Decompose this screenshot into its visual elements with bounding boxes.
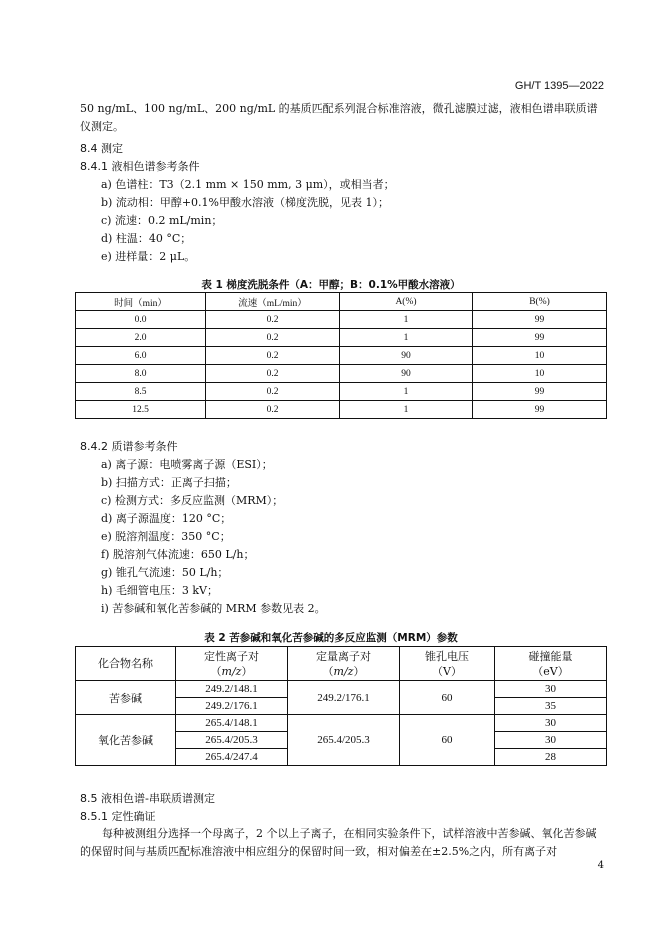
table-cell: 0.2 (206, 329, 340, 347)
column-header-time: 时间（min） (76, 293, 206, 311)
table-cell: 0.2 (206, 383, 340, 401)
table-cell: 10 (473, 347, 607, 365)
table-cell: 0.2 (206, 311, 340, 329)
header-text: 化合物名称 (98, 657, 153, 670)
table-row (76, 311, 607, 329)
table-cell: 0.2 (206, 365, 340, 383)
table-cell: 0.2 (206, 401, 340, 419)
column-header-compound (76, 647, 176, 681)
table-row (76, 401, 607, 419)
section-8-4-2-title: 8.4.2 质谱参考条件 (80, 440, 178, 453)
table-cell: 90 (340, 365, 473, 383)
header-text: 锥孔电压 (425, 649, 469, 663)
table-row (76, 383, 607, 401)
header-text: 碰撞能量 (528, 649, 573, 663)
table-cell: 99 (473, 383, 607, 401)
header-unit: （eV） (532, 664, 569, 678)
table-cell: 99 (473, 311, 607, 329)
quant-ion-cell: 265.4/205.3 (288, 715, 400, 766)
intro-paragraph: 50 ng/mL、100 ng/mL、200 ng/mL 的基质匹配系列混合标准溶液，微孔滤膜过滤，液相色谱串联质谱仪测定。 (80, 102, 598, 133)
table-cell: 1 (340, 401, 473, 419)
table-cell: 99 (473, 329, 607, 347)
column-header-flow: 流速（mL/min） (206, 293, 340, 311)
table-cell: 6.0 (76, 347, 206, 365)
table-header-row (76, 293, 607, 311)
table-2-mrm (75, 646, 607, 766)
lc-condition-item: d) 柱温：40 °C； (101, 232, 192, 245)
table-row (76, 329, 607, 347)
table-2-caption: 表 2 苦参碱和氧化苦参碱的多反应监测（MRM）参数 (204, 632, 458, 644)
section-8-5-title: 8.5 液相色谱-串联质谱测定 (80, 792, 215, 805)
ms-condition-item: b) 扫描方式：正离子扫描； (101, 476, 237, 489)
ms-condition-item: g) 锥孔气流速：50 L/h； (101, 566, 229, 579)
table-cell: 1 (340, 329, 473, 347)
table-1-caption: 表 1 梯度洗脱条件（A：甲醇；B：0.1%甲酸水溶液） (201, 279, 461, 291)
table-cell: 30 (495, 681, 607, 698)
page-number: 4 (597, 860, 604, 871)
table-cell: 8.0 (76, 365, 206, 383)
compound-name-cell: 氧化苦参碱 (76, 715, 176, 766)
header-text: 定性离子对 (204, 649, 259, 663)
table-header-row (76, 647, 607, 681)
column-header-cone-voltage (400, 647, 495, 681)
table-cell: 249.2/176.1 (176, 698, 288, 715)
ms-condition-item: f) 脱溶剂气体流速：650 L/h； (101, 548, 255, 561)
table-row (76, 347, 607, 365)
compound-name-cell: 苦参碱 (76, 681, 176, 715)
standard-number: GH/T 1395—2022 (514, 80, 604, 92)
ms-condition-item: a) 离子源：电喷雾离子源（ESI）； (101, 458, 273, 471)
ms-condition-item: e) 脱溶剂温度：350 °C； (101, 530, 231, 543)
column-header-b: B(%) (473, 293, 607, 311)
table-cell: 8.5 (76, 383, 206, 401)
header-unit: （V） (432, 664, 462, 678)
table-row (76, 715, 607, 732)
column-header-quantitative (288, 647, 400, 681)
header-unit: （m/z） (210, 664, 253, 678)
lc-condition-item: c) 流速：0.2 mL/min； (101, 214, 223, 227)
table-cell: 2.0 (76, 329, 206, 347)
table-cell: 30 (495, 732, 607, 749)
section-8-4-1-title: 8.4.1 液相色谱参考条件 (80, 160, 200, 173)
lc-condition-item: b) 流动相：甲醇+0.1%甲酸水溶液（梯度洗脱，见表 1）； (101, 196, 389, 209)
ms-condition-item: i) 苦参碱和氧化苦参碱的 MRM 参数见表 2。 (101, 602, 326, 615)
column-header-collision-energy (495, 647, 607, 681)
mz-unit: m/z (221, 664, 242, 678)
qualitative-paragraph: 每种被测组分选择一个母离子，2 个以上子离子，在相同实验条件下，试样溶液中苦参碱、氧化苦参碱的保留时间与基质匹配标准溶液中相应组分的保留时间一致，相对偏差在±2.5%之内，所有离子对 (80, 827, 597, 858)
quant-ion-cell: 249.2/176.1 (288, 681, 400, 715)
table-cell: 28 (495, 749, 607, 766)
mz-unit: m/z (333, 664, 354, 678)
header-text: 定量离子对 (316, 649, 371, 663)
table-cell: 99 (473, 401, 607, 419)
table-row (76, 681, 607, 698)
header-unit: （m/z） (322, 664, 365, 678)
table-cell: 1 (340, 311, 473, 329)
ms-condition-item: h) 毛细管电压：3 kV； (101, 584, 218, 597)
table-cell: 90 (340, 347, 473, 365)
table-cell: 30 (495, 715, 607, 732)
cone-voltage-cell: 60 (400, 715, 495, 766)
column-header-qualitative (176, 647, 288, 681)
table-cell: 10 (473, 365, 607, 383)
table-cell: 0.0 (76, 311, 206, 329)
ms-condition-item: d) 离子源温度：120 °C； (101, 512, 232, 525)
lc-condition-item: e) 进样量：2 μL。 (101, 250, 196, 263)
cone-voltage-cell: 60 (400, 681, 495, 715)
table-cell: 265.4/247.4 (176, 749, 288, 766)
table-cell: 35 (495, 698, 607, 715)
table-cell: 249.2/148.1 (176, 681, 288, 698)
table-cell: 265.4/205.3 (176, 732, 288, 749)
section-8-4-title: 8.4 测定 (80, 142, 123, 155)
table-cell: 1 (340, 383, 473, 401)
section-8-5-1-title: 8.5.1 定性确证 (80, 810, 156, 823)
table-cell: 265.4/148.1 (176, 715, 288, 732)
table-cell: 12.5 (76, 401, 206, 419)
table-1-gradient (75, 292, 607, 419)
ms-condition-item: c) 检测方式：多反应监测（MRM）； (101, 494, 284, 507)
table-cell: 0.2 (206, 347, 340, 365)
column-header-a: A(%) (340, 293, 473, 311)
table-row (76, 365, 607, 383)
lc-condition-item: a) 色谱柱：T3（2.1 mm × 150 mm, 3 μm），或相当者； (101, 178, 395, 191)
